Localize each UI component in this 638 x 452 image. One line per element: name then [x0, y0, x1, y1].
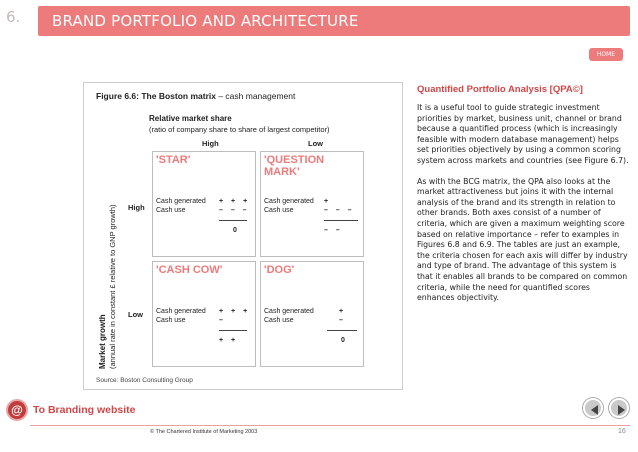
cash-use-label: Cash use	[156, 317, 186, 324]
net-cash: 0	[233, 227, 240, 234]
cash-use-symbols: – – –	[219, 207, 250, 214]
home-button[interactable]: HOME	[589, 48, 623, 61]
paragraph-1: It is a useful tool to guide strategic investment priorities by market, business unit, channel or brand because a quantified process (which is increasingly feasible with modern database management) helps set priorities objectively by using a common scoring system across markets and countries (see Figure 6.7).	[417, 103, 629, 165]
chapter-number: 6.	[6, 8, 21, 26]
figure-caption	[96, 91, 295, 101]
branding-website-link[interactable]: To Branding website	[33, 404, 136, 416]
cell-title-line2: MARK'	[264, 166, 300, 178]
cell-question-mark	[260, 151, 364, 257]
x-axis-subtitle: (ratio of company share to share of largest competitor)	[149, 125, 330, 134]
y-axis-title: Market growth	[98, 314, 107, 369]
cell-dog	[260, 261, 364, 367]
cash-use-label: Cash use	[156, 207, 186, 214]
boston-matrix-figure	[83, 82, 403, 390]
page-number: 16	[618, 428, 626, 435]
net-cash: + +	[219, 337, 239, 344]
y-axis-subtitle: (annual rate in constant £ relative to GNP growth)	[108, 204, 117, 369]
y-axis-label	[98, 169, 118, 369]
cash-use-symbols: –	[339, 317, 346, 324]
cash-generated-label: Cash generated	[264, 308, 314, 315]
footer-divider	[30, 425, 630, 426]
x-axis-title: Relative market share	[149, 114, 232, 123]
figure-caption-rest: – cash management	[215, 91, 296, 101]
cell-title: 'STAR'	[156, 154, 191, 166]
row-label-high: High	[128, 203, 145, 212]
body-text	[417, 103, 629, 314]
cell-title-line1: 'QUESTION	[264, 154, 325, 166]
sum-rule	[327, 330, 357, 331]
cash-generated-label: Cash generated	[264, 198, 314, 205]
cash-use-symbols: –	[219, 317, 226, 324]
cash-generated-symbols: +	[324, 198, 332, 205]
cash-generated-symbols: + + +	[219, 198, 251, 205]
cell-title	[264, 154, 324, 178]
net-cash: 0	[341, 337, 348, 344]
section-heading: Quantified Portfolio Analysis [QPA©]	[417, 84, 583, 95]
cash-generated-symbols: +	[339, 308, 347, 315]
cash-generated-label: Cash generated	[156, 308, 206, 315]
net-cash: – –	[324, 227, 343, 234]
arrow-right-icon	[614, 403, 628, 417]
cim-logo-icon[interactable]: @	[6, 399, 28, 421]
top-bar	[0, 0, 638, 40]
cash-use-symbols: – – –	[324, 207, 355, 214]
cash-generated-label: Cash generated	[156, 198, 206, 205]
cell-cash-cow	[152, 261, 256, 367]
next-page-button[interactable]	[609, 398, 629, 418]
sum-rule	[219, 220, 247, 221]
arrow-left-icon	[588, 403, 602, 417]
figure-source: Source: Boston Consulting Group	[96, 377, 193, 384]
cell-title: 'DOG'	[264, 264, 295, 276]
cell-star	[152, 151, 256, 257]
figure-caption-bold: Figure 6.6: The Boston matrix	[96, 91, 216, 101]
column-label-high: High	[202, 139, 219, 148]
cash-generated-symbols: + + +	[219, 308, 251, 315]
row-label-low: Low	[128, 310, 143, 319]
title-banner	[38, 6, 630, 36]
paragraph-2: As with the BCG matrix, the QPA also looks at the market attractiveness but joins it with the internal analysis of the brand and its strength in relation to other brands. Both axes consist of a number of criteria, which are given a maximum weighting score based on relative importance – refer to examples in Figures 6.8 and 6.9. The tables are just an example, the criteria chosen for each axis will differ by industry and type of brand. The advantage of this system is that it enables all brands to be compared on common criteria, while the need for quantified scores enhances objectivity.	[417, 176, 628, 303]
prev-page-button[interactable]	[583, 398, 603, 418]
page-title: BRAND PORTFOLIO AND ARCHITECTURE	[52, 12, 359, 30]
column-label-low: Low	[308, 139, 323, 148]
cell-title: 'CASH COW'	[156, 264, 223, 276]
sum-rule	[324, 220, 358, 221]
copyright-text: © The Chartered Institute of Marketing 2003	[150, 429, 258, 435]
cash-use-label: Cash use	[264, 207, 294, 214]
sum-rule	[219, 330, 247, 331]
cash-use-label: Cash use	[264, 317, 294, 324]
